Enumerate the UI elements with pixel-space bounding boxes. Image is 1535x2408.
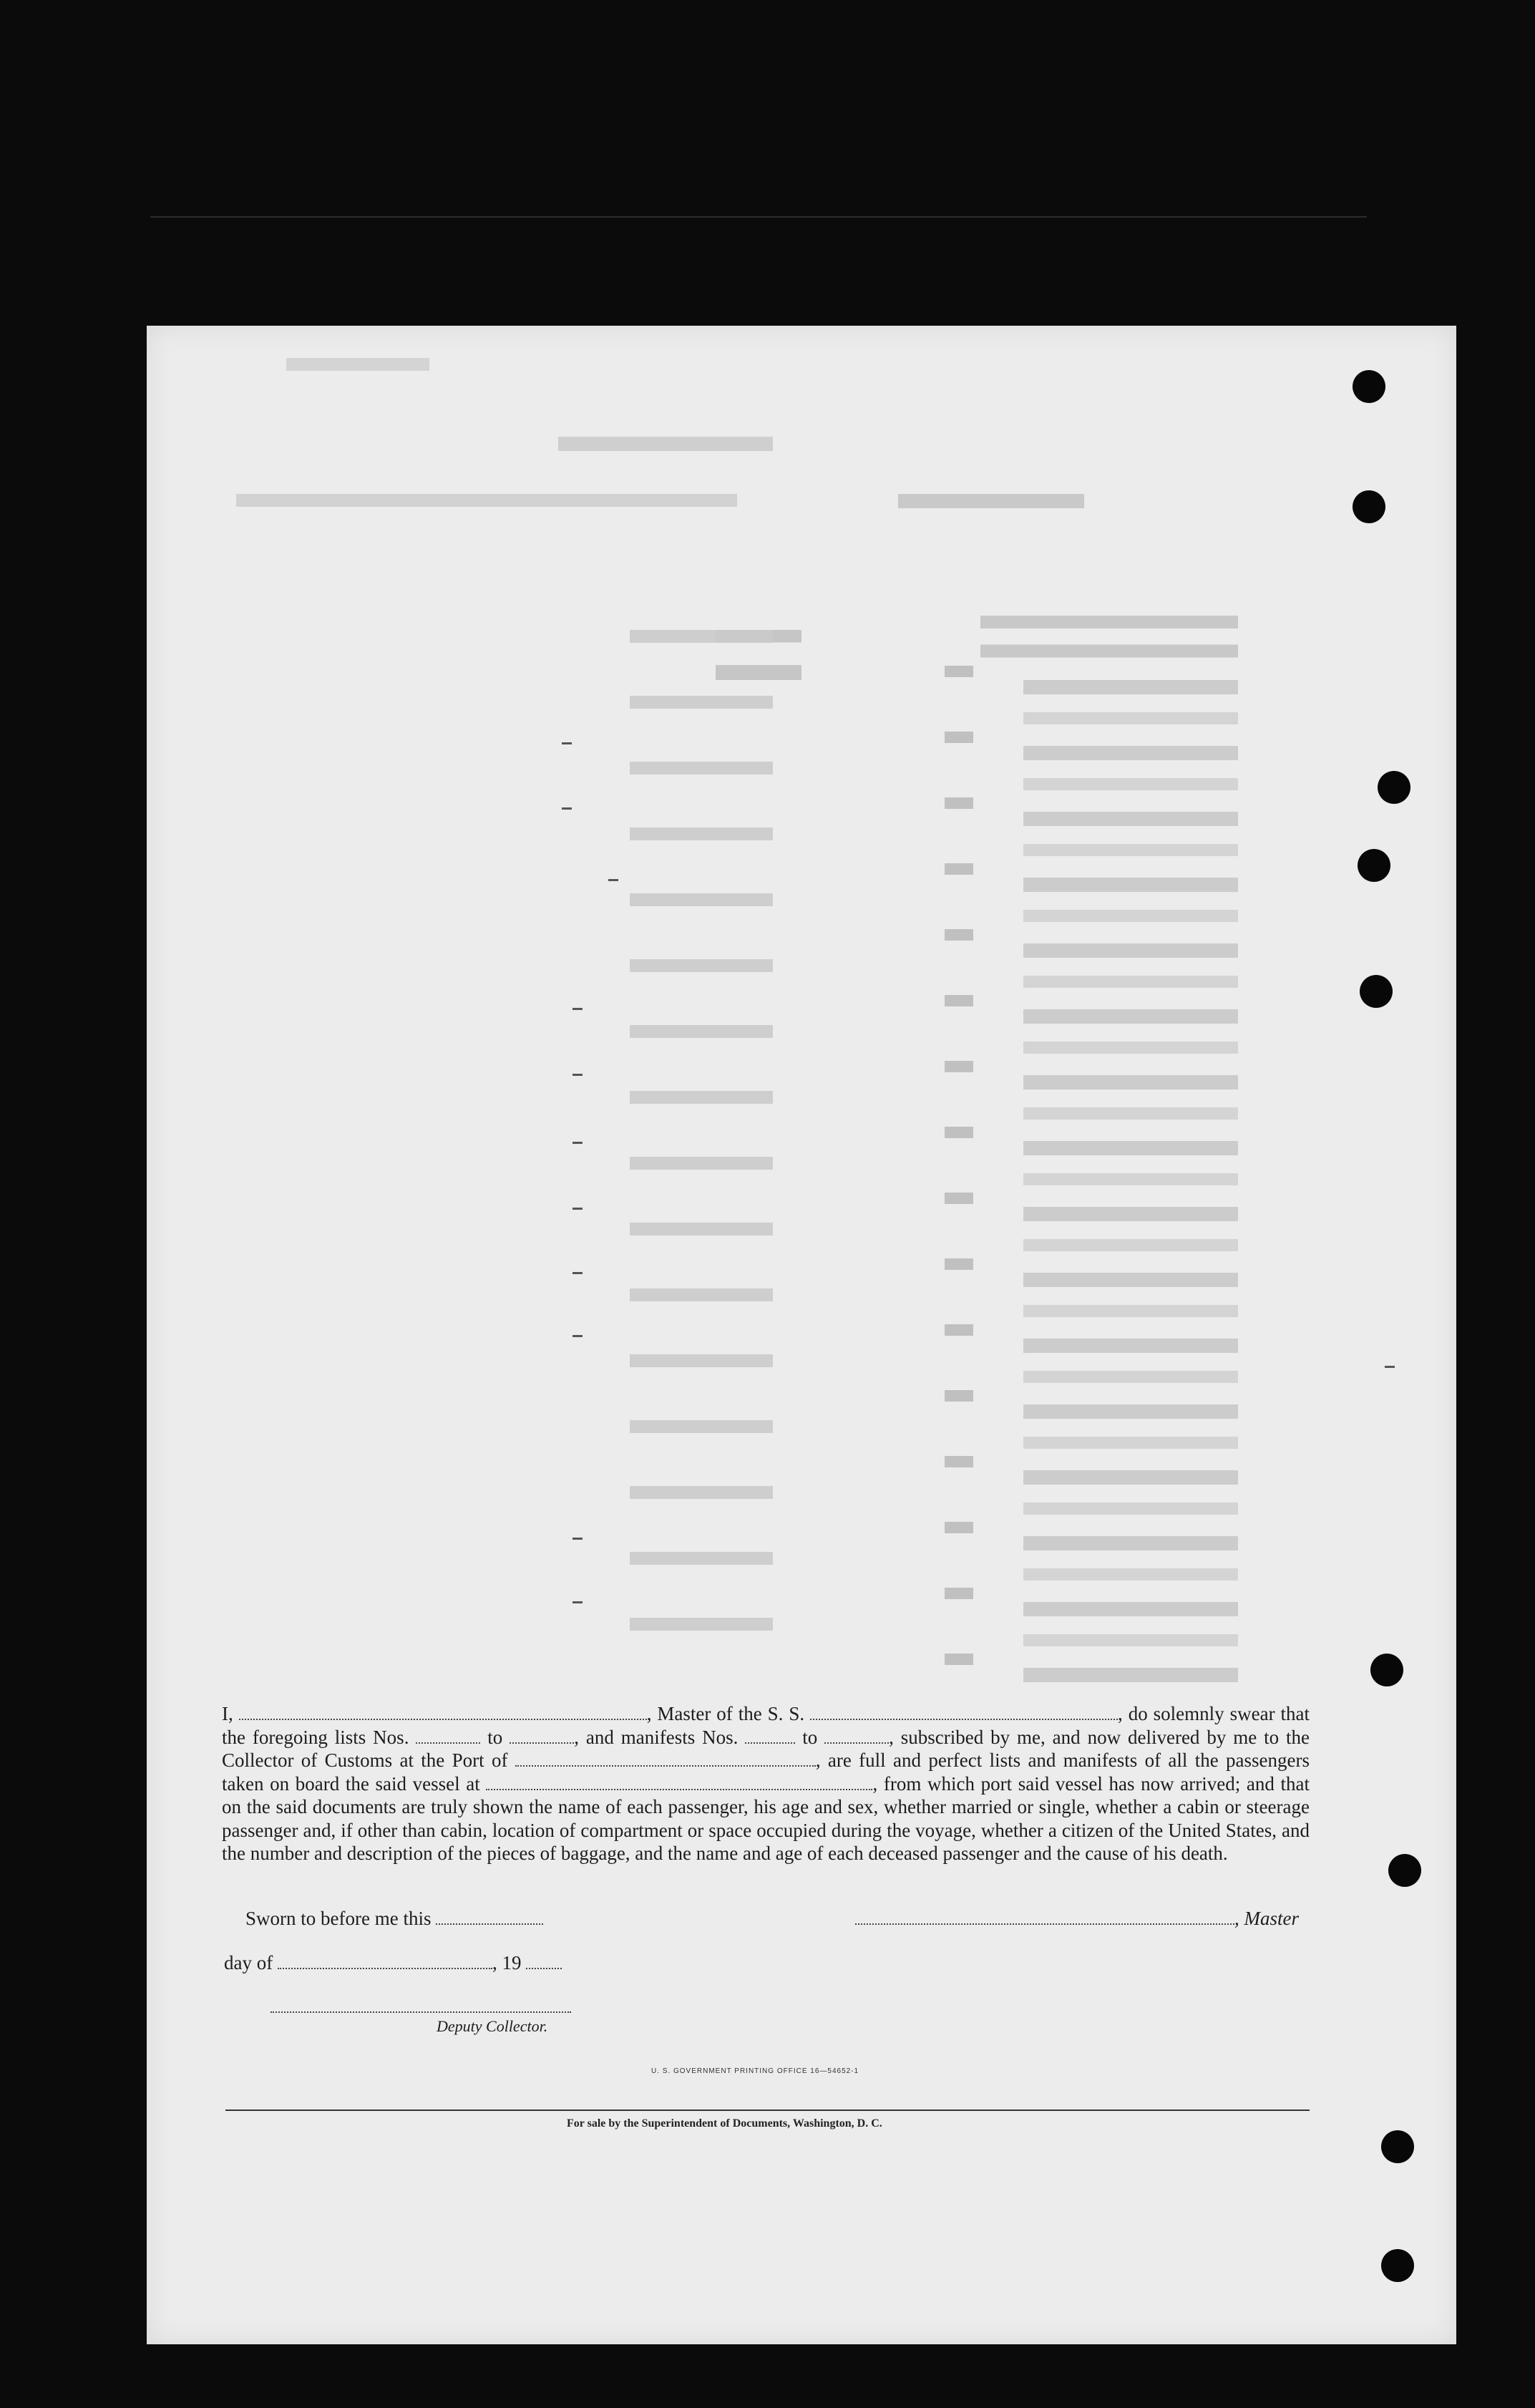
oath-part: , Master of the S. S. (646, 1703, 805, 1724)
bleed-through-block (980, 616, 1238, 680)
bleed-through-line (286, 358, 429, 371)
ship-name-field[interactable] (810, 1703, 1118, 1720)
list-to-field[interactable] (510, 1727, 574, 1744)
top-edge-line (150, 216, 1367, 218)
list-from-field[interactable] (416, 1727, 480, 1744)
master-signature-field[interactable] (855, 1909, 1234, 1925)
punch-hole (1353, 490, 1385, 523)
punch-hole (1360, 975, 1393, 1008)
sworn-label: Sworn to before me this (245, 1908, 432, 1929)
year-field[interactable] (526, 1953, 562, 1969)
column-mark (572, 1272, 583, 1274)
column-mark (572, 1142, 583, 1144)
master-name-field[interactable] (239, 1703, 647, 1720)
punch-hole (1388, 1854, 1421, 1887)
master-signature-line (855, 1908, 1299, 1930)
oath-part: to (802, 1726, 818, 1748)
bleed-through-column (1023, 680, 1238, 1682)
oath-part: to (487, 1726, 503, 1748)
column-mark (572, 1335, 583, 1337)
deputy-collector-label: Deputy Collector. (437, 2017, 548, 2035)
port-field[interactable] (515, 1749, 816, 1767)
punch-hole (1370, 1654, 1403, 1686)
deputy-signature-field[interactable] (271, 2011, 571, 2013)
column-mark (1385, 1366, 1395, 1368)
master-label: , Master (1234, 1908, 1299, 1929)
footer-rule (225, 2110, 1310, 2111)
punch-hole (1358, 849, 1390, 882)
column-mark (572, 1538, 583, 1540)
sworn-line (245, 1908, 543, 1930)
day-of-line (224, 1952, 562, 1974)
column-mark (562, 807, 572, 810)
day-of-label: day of (224, 1952, 273, 1974)
column-mark (572, 1074, 583, 1076)
oath-part: , from which port said vessel has now arrived; and that on the said documents are truly shown the name of each passenger, his age and sex, whether married or single, whether a cabin or steerage passenger and, if other than cabin, location of compartment or space occupied during the voyage, whether a citizen of the United States, and the number and description of the pieces of baggage, and the name and age of each deceased passenger and the cause of his death. (222, 1772, 1310, 1864)
year-label: , 19 (492, 1952, 522, 1974)
punch-hole (1381, 2130, 1414, 2163)
manifest-from-field[interactable] (745, 1727, 795, 1744)
column-mark (572, 1208, 583, 1210)
sale-notice: For sale by the Superintendent of Documents, Washington, D. C. (567, 2117, 882, 2130)
oath-part: , are full and perfect lists and manifests of all the passengers taken on board the said vessel at (222, 1749, 1310, 1795)
embarkation-port-field[interactable] (486, 1773, 872, 1790)
bleed-through-line (236, 494, 737, 507)
bleed-through-line (898, 494, 1084, 508)
manifest-to-field[interactable] (824, 1727, 889, 1744)
column-mark (572, 1601, 583, 1603)
bleed-through-column (945, 666, 973, 1668)
column-mark (608, 879, 618, 881)
sworn-date-field[interactable] (436, 1909, 543, 1925)
bleed-through-column (630, 630, 773, 1668)
printing-office-imprint: U. S. GOVERNMENT PRINTING OFFICE 16—54652-1 (651, 2067, 859, 2075)
oath-paragraph (222, 1702, 1310, 1865)
punch-hole (1381, 2249, 1414, 2282)
manifest-sheet (147, 326, 1456, 2344)
punch-hole (1353, 370, 1385, 403)
bleed-through-line (558, 437, 773, 451)
oath-part: , and manifests Nos. (574, 1726, 739, 1748)
oath-part: , do solemnly swear that the foregoing lists Nos. (222, 1703, 1310, 1748)
day-of-field[interactable] (278, 1953, 492, 1969)
oath-part: , subscribed by me, and now delivered by me to the Collector of Customs at the Port of (222, 1726, 1310, 1771)
oath-part: I, (222, 1703, 233, 1724)
column-mark (572, 1008, 583, 1010)
punch-hole (1378, 771, 1410, 804)
column-mark (562, 742, 572, 744)
